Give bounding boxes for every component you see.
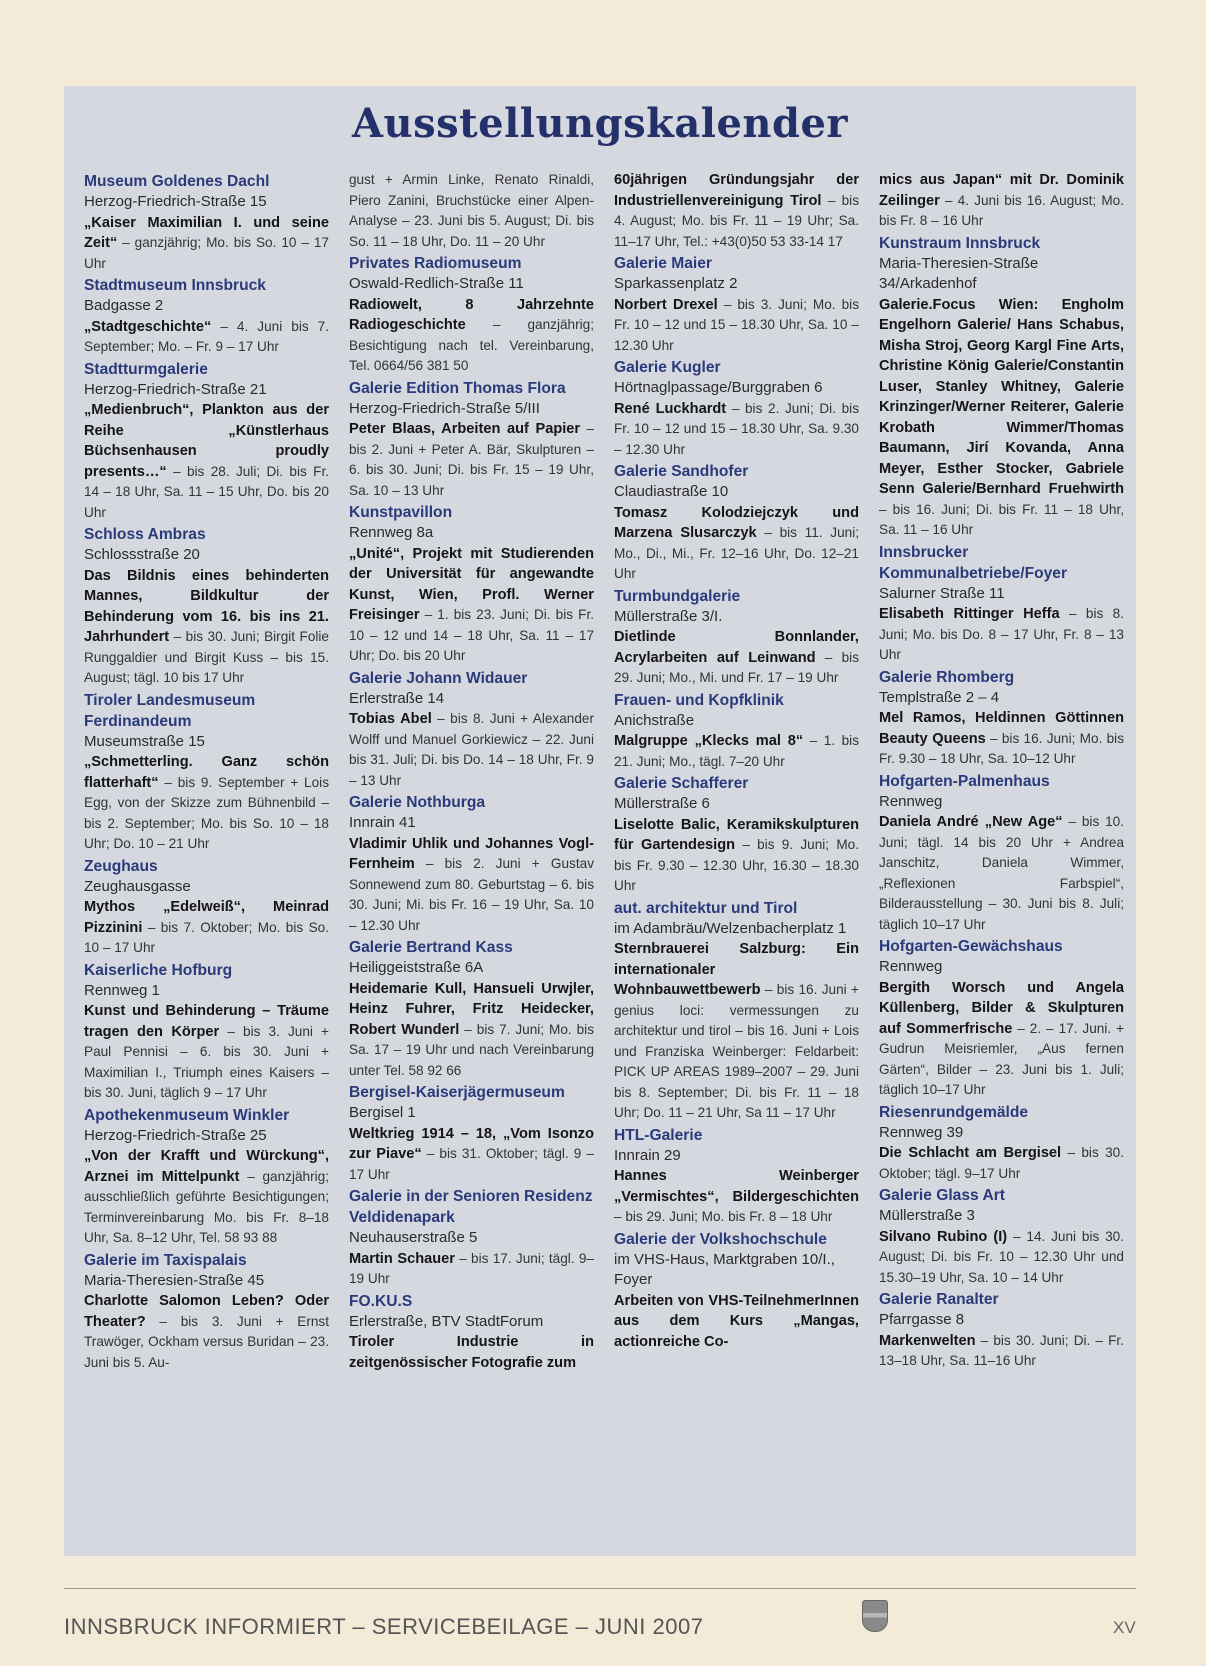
- exhibition-dates: – 4. Juni bis 16. August; Mo. bis Fr. 8 – 16 Uhr: [879, 192, 1124, 228]
- venue-name: Galerie Nothburga: [349, 794, 486, 811]
- page-title: Ausstellungskalender: [352, 100, 848, 147]
- exhibition-description: [879, 170, 1124, 232]
- exhibition-description: [84, 1146, 329, 1249]
- exhibition-dates: – 1. bis 23. Juni; Di. bis Fr. 10 – 12 und 14 – 18 Uhr, Sa. 11 – 17 Uhr; Do. bis 20 Uhr: [349, 607, 594, 663]
- exhibition-entry: [84, 359, 329, 524]
- exhibition-entry: [84, 1250, 329, 1374]
- exhibition-dates: – bis 7. Juni; Mo. bis Sa. 17 – 19 Uhr und nach Vereinbarung unter Tel. 58 92 66: [349, 1021, 594, 1078]
- exhibition-dates: – bis 9. Juni; Mo. bis Fr. 9.30 – 12.30 Uhr, 16.30 – 18.30 Uhr: [614, 837, 859, 893]
- exhibition-entry: [614, 357, 859, 460]
- exhibition-entry: [614, 170, 859, 252]
- exhibition-entry: [879, 1185, 1124, 1288]
- venue-name: Turmbundgalerie: [614, 587, 741, 605]
- exhibition-dates: – bis 30. Juni; Birgit Folie Runggaldier und Birgit Kuss – bis 15. August; tägl. 10 bis 17 Uhr: [84, 629, 329, 685]
- venue-name: Galerie Johann Widauer: [349, 669, 528, 687]
- exhibition-description: [349, 419, 594, 501]
- exhibition-dates: – bis 2. Juni; Di. bis Fr. 10 – 12 und 15 – 18.30 Uhr, Sa. 9.30 – 12.30 Uhr: [614, 400, 859, 457]
- exhibition-description: [614, 815, 859, 897]
- exhibition-title: Weltkrieg 1914 – 18, „Vom Isonzo zur Piave“: [349, 1125, 594, 1162]
- exhibition-title: „Stadtgeschichte“: [84, 318, 212, 335]
- exhibition-entry: [879, 667, 1124, 770]
- venue-name: Kunstraum Innsbruck: [879, 234, 1041, 252]
- exhibition-title: Kunst und Behinderung – Träume tragen den Körper: [84, 1003, 329, 1040]
- exhibition-title: Mythos „Edelweiß“, Meinrad Pizzinini: [84, 899, 329, 936]
- exhibition-entry: [879, 771, 1124, 936]
- exhibition-description: [614, 627, 859, 689]
- exhibition-entry: [349, 668, 594, 792]
- exhibition-title: Markenwelten: [879, 1332, 976, 1349]
- exhibition-description: [84, 752, 329, 855]
- exhibition-dates: – bis 7. Oktober; Mo. bis So. 10 – 17 Uhr: [84, 919, 329, 955]
- exhibition-title: Tiroler Industrie in zeitgenössischer Fotografie zum: [349, 1334, 594, 1371]
- exhibition-entry: [349, 1186, 594, 1290]
- exhibition-title: „Medienbruch“, Plankton aus der Reihe „Künstlerhaus Büchsenhausen proudly presents…“: [84, 402, 329, 480]
- exhibition-description: [349, 979, 594, 1082]
- exhibition-description: [84, 1001, 329, 1104]
- exhibition-description: [879, 604, 1124, 666]
- venue-address: Claudiastraße 10: [614, 483, 729, 500]
- venue-name: Apothekenmuseum Winkler: [84, 1106, 290, 1124]
- exhibition-dates: – bis 30. Juni; Di. – Fr. 13–18 Uhr, Sa. 11–16 Uhr: [879, 1332, 1124, 1368]
- exhibition-description: [879, 708, 1124, 770]
- exhibition-description: [349, 544, 594, 667]
- venue-name: aut. architektur und Tirol: [614, 899, 798, 917]
- exhibition-title: mics aus Japan“ mit Dr. Dominik Zeilinger: [879, 172, 1124, 209]
- exhibition-description: [84, 213, 329, 275]
- exhibition-entry: [614, 253, 859, 356]
- exhibition-title: Liselotte Balic, Keramikskulpturen für Gartendesign: [614, 816, 859, 853]
- venue-address: Herzog-Friedrich-Straße 5/III: [349, 399, 540, 417]
- exhibition-title: Sternbrauerei Salzburg: Ein internationaler Wohnbauwettbewerb: [614, 941, 859, 998]
- venue-address: Bergisel 1: [349, 1104, 416, 1121]
- exhibition-description: [349, 1332, 594, 1373]
- venue-address: Müllerstraße 3/I.: [614, 607, 723, 625]
- venue-name: Bergisel-Kaiserjägermuseum: [349, 1084, 565, 1101]
- city-crest-icon: [862, 1600, 888, 1632]
- exhibition-title: „Schmetterling. Ganz schön flatterhaft“: [84, 754, 329, 791]
- venue-address: Sparkassenplatz 2: [614, 275, 738, 292]
- exhibition-entry: [349, 1291, 594, 1374]
- venue-address: Anichstraße: [614, 711, 695, 729]
- exhibition-description: [84, 317, 329, 358]
- exhibition-dates: – bis 29. Juni; Mo. bis Fr. 8 – 18 Uhr: [614, 1209, 833, 1224]
- exhibition-title: Bergith Worsch und Angela Küllenberg, Bilder & Skulpturen auf Sommerfrische: [879, 979, 1124, 1037]
- columns: [84, 170, 1124, 1548]
- exhibition-dates: – bis 11. Juni; Mo., Di., Mi., Fr. 12–16 Uhr, Do. 12–21 Uhr: [614, 525, 859, 581]
- exhibition-entry: [84, 171, 329, 274]
- exhibition-dates: – bis 3. Juni; Mo. bis Fr. 10 – 12 und 15 – 18.30 Uhr, Sa. 10 – 12.30 Uhr: [614, 296, 859, 353]
- exhibition-dates: – 4. Juni bis 7. September; Mo. – Fr. 9 – 17 Uhr: [84, 318, 329, 354]
- exhibition-title: Die Schlacht am Bergisel: [879, 1145, 1062, 1161]
- exhibition-description: [614, 170, 859, 252]
- venue-address: Zeughausgasse: [84, 877, 191, 895]
- column-1: [84, 170, 329, 1548]
- venue-address: Rennweg: [879, 792, 943, 810]
- exhibition-dates: – bis 3. Juni + Paul Pennisi – 6. bis 30. Juni + Maximilian I., Triumph eines Kaisers – bis 30. Juni, täglich 9 – 17 Uhr: [84, 1023, 329, 1100]
- exhibition-entry: [879, 1102, 1124, 1185]
- exhibition-dates: – 2. – 17. Juni. + Gudrun Meisriemler, „Aus fernen Gärten“, Bilder – 23. Juni bis 1. Juli; täglich 10–17 Uhr: [879, 1020, 1124, 1097]
- venue-address: Templstraße 2 – 4: [879, 688, 1000, 706]
- exhibition-entry: [614, 1229, 859, 1353]
- venue-address: Salurner Straße 11: [879, 584, 1005, 602]
- venue-name: Privates Radiomuseum: [349, 255, 522, 272]
- exhibition-title: „Unité“, Projekt mit Studierenden der Universität für angewandte Kunst, Wien, Profl. Werner Freisinger: [349, 545, 594, 623]
- venue-address: Innrain 29: [614, 1146, 681, 1164]
- exhibition-description: [614, 1291, 859, 1353]
- exhibition-entry: [349, 378, 594, 502]
- exhibition-title: Hannes Weinberger „Vermischtes“, Bildergeschichten: [614, 1168, 859, 1205]
- exhibition-description: [84, 897, 329, 959]
- exhibition-entry: [614, 690, 859, 773]
- venue-address: Erlerstraße, BTV StadtForum: [349, 1312, 544, 1330]
- exhibition-dates: – 14. Juni bis 30. August; Di. bis Fr. 10 – 12.30 Uhr und 15.30–19 Uhr, Sa. 10 – 14 Uhr: [879, 1228, 1124, 1285]
- exhibition-entry: [349, 792, 594, 936]
- venue-name: Kaiserliche Hofburg: [84, 961, 233, 979]
- exhibition-entry: [349, 253, 594, 377]
- exhibition-entry: [614, 1125, 859, 1228]
- exhibition-title: Martin Schauer: [349, 1250, 455, 1267]
- venue-address: Badgasse 2: [84, 297, 164, 314]
- exhibition-entry: [84, 1105, 329, 1249]
- venue-address: Herzog-Friedrich-Straße 15: [84, 193, 267, 210]
- venue-name: Galerie Glass Art: [879, 1187, 1005, 1204]
- venue-address: Herzog-Friedrich-Straße 25: [84, 1126, 267, 1144]
- exhibition-dates: – bis 3. Juni + Ernst Trawöger, Ockham versus Buridan – 23. Juni bis 5. Au-: [84, 1313, 329, 1370]
- exhibition-entry: [879, 542, 1124, 666]
- exhibition-dates: – bis 8. Juni; Mo. bis Do. 8 – 17 Uhr, Fr. 8 – 13 Uhr: [879, 606, 1124, 662]
- venue-name: Hofgarten-Gewächshaus: [879, 938, 1063, 955]
- exhibition-dates: – bis 8. Juni + Alexander Wolff und Manuel Gorkiewicz – 22. Juni bis 31. Juli; Di. bis Do. 14 – 18 Uhr, Fr. 9 – 13 Uhr: [349, 711, 594, 788]
- exhibition-entry: [84, 960, 329, 1104]
- exhibition-title: Silvano Rubino (I): [879, 1228, 1008, 1245]
- exhibition-title: Malgruppe „Klecks mal 8“: [614, 733, 804, 749]
- exhibition-title: René Luckhardt: [614, 400, 727, 417]
- exhibition-dates: – ganzjährig; Besichtigung nach tel. Vereinbarung, Tel. 0664/56 381 50: [349, 317, 594, 373]
- exhibition-title: Arbeiten von VHS-TeilnehmerInnen aus dem Kurs „Mangas, actionreiche Co-: [614, 1292, 859, 1350]
- column-2: [349, 170, 594, 1548]
- exhibition-dates: – bis 10. Juni; tägl. 14 bis 20 Uhr + Andrea Janschitz, Daniela Wimmer, „Reflexionen Farbspiel“, Bilderausstellung – 30. Juni bis 8. Juli; täglich 10–17 Uhr: [879, 814, 1124, 932]
- exhibition-title: Das Bildnis eines behinderten Mannes, Bildkultur der Behinderung vom 16. bis ins 21. Jahrhundert: [84, 567, 329, 645]
- venue-address: Hörtnaglpassage/Burggraben 6: [614, 379, 823, 396]
- exhibition-description: [879, 812, 1124, 935]
- exhibition-dates: – 1. bis 21. Juni; Mo., tägl. 7–20 Uhr: [614, 733, 859, 769]
- venue-name: Frauen- und Kopfklinik: [614, 691, 784, 709]
- exhibition-title: „Von der Krafft und Würckung“, Arznei im Mittelpunkt: [84, 1148, 329, 1185]
- exhibition-entry: [614, 461, 859, 585]
- exhibition-title: Tobias Abel: [349, 711, 432, 727]
- exhibition-dates: – bis 16. Juni + genius loci: vermessungen zu architektur und tirol – bis 16. Juni + Lois und Franziska Weinberger: Feldarbeit: PICK UP AREAS 1989–2007 – 29. Juni bis 8. September; Di. bis Fr. 11 – 18 Uhr; Do. 11 – 21 Uhr, Sa 11 – 17 Uhr: [614, 982, 859, 1120]
- exhibition-entry: [84, 856, 329, 959]
- exhibition-entry: [84, 690, 329, 855]
- venue-address: Herzog-Friedrich-Straße 21: [84, 380, 267, 398]
- exhibition-dates: – bis 2. Juni + Peter A. Bär, Skulpturen – 6. bis 30. Juni; Di. bis Fr. 15 – 19 Uhr, Sa. 10 – 13 Uhr: [349, 421, 594, 498]
- exhibition-title: Dietlinde Bonnlander, Acrylarbeiten auf Leinwand: [614, 629, 859, 666]
- venue-name: Galerie in der Senioren Residenz Veldidenapark: [349, 1188, 593, 1226]
- exhibition-entry: [614, 586, 859, 689]
- venue-address: Rennweg 8a: [349, 524, 434, 541]
- venue-name: Galerie Schafferer: [614, 775, 749, 792]
- exhibition-title: Peter Blaas, Arbeiten auf Papier: [349, 421, 581, 437]
- exhibition-dates: – ganzjährig; Mo. bis So. 10 – 17 Uhr: [84, 235, 329, 271]
- exhibition-entry: [349, 1082, 594, 1185]
- venue-name: Schloss Ambras: [84, 526, 206, 543]
- exhibition-title: Elisabeth Rittinger Heffa: [879, 606, 1060, 622]
- venue-name: Hofgarten-Palmenhaus: [879, 772, 1050, 790]
- venue-address: Rennweg 1: [84, 981, 160, 999]
- exhibition-dates: – bis 4. August; Mo. bis Fr. 11 – 19 Uhr; Sa. 11–17 Uhr, Tel.: +43(0)50 53 33-14 17: [614, 192, 859, 249]
- venue-name: Galerie Maier: [614, 255, 712, 272]
- venue-name: Galerie Rhomberg: [879, 668, 1015, 686]
- exhibition-dates: – bis 17. Juni; tägl. 9–19 Uhr: [349, 1250, 594, 1286]
- venue-name: Riesenrundgemälde: [879, 1103, 1029, 1121]
- venue-name: Tiroler Landesmuseum Ferdinandeum: [84, 691, 256, 730]
- exhibition-dates: gust + Armin Linke, Renato Rinaldi, Piero Zanini, Bruchstücke einer Alpen-Analyse – 23. Juni bis 5. August; Di. bis So. 11 – 18 Uhr, Do. 11 – 20 Uhr: [349, 172, 594, 249]
- exhibition-title: Vladimir Uhlik und Johannes Vogl-Fernheim: [349, 835, 594, 872]
- exhibition-title: Tomasz Kolodziejczyk und Marzena Slusarczyk: [614, 504, 859, 541]
- venue-address: Maria-Theresien-Straße 34/Arkadenhof: [879, 254, 1039, 292]
- exhibition-entry: [84, 275, 329, 358]
- exhibition-title: Galerie.Focus Wien: Engholm Engelhorn Galerie/ Hans Schabus, Misha Stroj, Georg Kargl Fine Arts, Christine König Galerie/Constantin Luser, Stanley Whitney, Galerie Krinzinger/Werner Reiterer, Galerie Krobath Wimmer/Thomas Baumann, Jirí Kovanda, Anna Meyer, Esther Stocker, Gabriele Senn Galerie/Bernhard Fruehwirth: [879, 296, 1124, 497]
- exhibition-entry: [614, 773, 859, 897]
- exhibition-entry: [349, 502, 594, 667]
- exhibition-title: 60jährigen Gründungsjahr der Industriellenvereinigung Tirol: [614, 172, 859, 209]
- exhibition-dates: – bis 30. Oktober; tägl. 9–17 Uhr: [879, 1145, 1124, 1181]
- venue-name: Galerie Edition Thomas Flora: [349, 379, 566, 397]
- exhibition-entry: [879, 936, 1124, 1101]
- exhibition-description: [84, 1291, 329, 1373]
- exhibition-description: [614, 399, 859, 461]
- venue-name: Galerie Sandhofer: [614, 463, 749, 480]
- exhibition-title: Heidemarie Kull, Hansueli Urwjler, Heinz Fuhrer, Fritz Heidecker, Robert Wunderl: [349, 980, 594, 1038]
- exhibition-title: Mel Ramos, Heldinnen Göttinnen Beauty Queens: [879, 710, 1124, 747]
- venue-address: Neuhauserstraße 5: [349, 1229, 478, 1246]
- venue-name: Stadtmuseum Innsbruck: [84, 277, 266, 294]
- calendar-panel: [64, 86, 1136, 1556]
- venue-address: Müllerstraße 3: [879, 1207, 975, 1224]
- exhibition-title: Radiowelt, 8 Jahrzehnte Radiogeschichte: [349, 296, 594, 333]
- venue-name: Museum Goldenes Dachl: [84, 173, 270, 190]
- exhibition-dates: – bis 29. Juni; Mo., Mi. und Fr. 17 – 19 Uhr: [614, 649, 859, 685]
- exhibition-description: [349, 834, 594, 937]
- exhibition-entry: [614, 898, 859, 1124]
- exhibition-description: [879, 1331, 1124, 1372]
- venue-name: FO.KU.S: [349, 1292, 413, 1310]
- exhibition-description: [84, 400, 329, 523]
- venue-name: Galerie im Taxispalais: [84, 1251, 247, 1269]
- venue-name: Galerie Kugler: [614, 359, 721, 376]
- venue-address: Maria-Theresien-Straße 45: [84, 1271, 265, 1289]
- exhibition-description: [879, 1227, 1124, 1289]
- exhibition-description: [349, 295, 594, 377]
- venue-address: Innrain 41: [349, 814, 416, 831]
- exhibition-entry: [349, 937, 594, 1081]
- venue-address: Erlerstraße 14: [349, 689, 445, 707]
- exhibition-description: [614, 731, 859, 772]
- venue-address: Oswald-Redlich-Straße 11: [349, 275, 524, 292]
- venue-address: Museumstraße 15: [84, 732, 205, 750]
- exhibition-title: Charlotte Salomon Leben? Oder Theater?: [84, 1293, 329, 1330]
- exhibition-description: [614, 295, 859, 357]
- venue-name: Innsbrucker Kommunalbetriebe/Foyer: [879, 543, 1068, 582]
- venue-address: Schlossstraße 20: [84, 546, 200, 563]
- exhibition-entry: [879, 170, 1124, 232]
- exhibition-dates: – bis 2. Juni + Gustav Sonnewend zum 80. Geburtstag – 6. bis 30. Juni; Mi. bis Fr. 16 – 19 Uhr, Sa. 10 – 12.30 Uhr: [349, 856, 594, 933]
- venue-name: Galerie Bertrand Kass: [349, 939, 513, 956]
- exhibition-dates: – ganzjährig; ausschließlich geführte Besichtigungen; Terminvereinbarung Mo. bis Fr. 8–18 Uhr, Sa. 8–12 Uhr, Tel. 58 93 88: [84, 1168, 329, 1245]
- footer-divider: [64, 1588, 1136, 1589]
- exhibition-entry: [879, 1289, 1124, 1372]
- exhibition-entry: [349, 170, 594, 252]
- exhibition-description: [614, 503, 859, 585]
- exhibition-title: „Kaiser Maximilian I. und seine Zeit“: [84, 214, 329, 251]
- exhibition-description: [614, 1166, 859, 1228]
- exhibition-description: [349, 1124, 594, 1186]
- exhibition-dates: – bis 9. September + Lois Egg, von der Skizze zum Bühnenbild – bis 2. September; Mo. bis So. 10 – 18 Uhr; Do. 10 – 21 Uhr: [84, 774, 329, 851]
- exhibition-description: [349, 709, 594, 791]
- exhibition-description: [84, 566, 329, 689]
- exhibition-title: Daniela André „New Age“: [879, 814, 1063, 830]
- exhibition-dates: – bis 16. Juni; Mo. bis Fr. 9.30 – 18 Uhr, Sa. 10–12 Uhr: [879, 730, 1124, 766]
- venue-address: im Adambräu/Welzenbacherplatz 1: [614, 919, 847, 937]
- venue-name: Stadtturmgalerie: [84, 360, 208, 378]
- exhibition-dates: – bis 16. Juni; Di. bis Fr. 11 – 18 Uhr, Sa. 11 – 16 Uhr: [879, 501, 1124, 537]
- exhibition-dates: – bis 28. Juli; Di. bis Fr. 14 – 18 Uhr, Sa. 11 – 15 Uhr, Do. bis 20 Uhr: [84, 463, 329, 520]
- exhibition-entry: [84, 524, 329, 689]
- venue-address: im VHS-Haus, Marktgraben 10/I., Foyer: [614, 1250, 835, 1288]
- venue-address: Pfarrgasse 8: [879, 1311, 965, 1328]
- venue-address: Rennweg 39: [879, 1123, 964, 1141]
- column-3: [614, 170, 859, 1548]
- exhibition-description: [879, 1143, 1124, 1184]
- venue-name: Kunstpavillon: [349, 504, 453, 521]
- exhibition-title: Norbert Drexel: [614, 296, 718, 313]
- exhibition-entry: [879, 233, 1124, 541]
- exhibition-description: [879, 978, 1124, 1101]
- exhibition-description: [349, 1249, 594, 1290]
- venue-name: HTL-Galerie: [614, 1126, 703, 1144]
- exhibition-description: [614, 939, 859, 1124]
- venue-address: Heiliggeiststraße 6A: [349, 959, 484, 976]
- venue-address: Müllerstraße 6: [614, 795, 710, 812]
- exhibition-description: [349, 170, 594, 252]
- exhibition-dates: – bis 31. Oktober; tägl. 9 – 17 Uhr: [349, 1146, 594, 1182]
- venue-name: Galerie der Volkshochschule: [614, 1230, 827, 1248]
- footer-text: INNSBRUCK INFORMIERT – SERVICEBEILAGE – JUNI 2007: [64, 1614, 704, 1639]
- column-4: [879, 170, 1124, 1548]
- venue-address: Rennweg: [879, 958, 943, 975]
- venue-name: Galerie Ranalter: [879, 1291, 999, 1308]
- venue-name: Zeughaus: [84, 857, 158, 875]
- exhibition-description: [879, 295, 1124, 541]
- page-number: XV: [1113, 1618, 1136, 1637]
